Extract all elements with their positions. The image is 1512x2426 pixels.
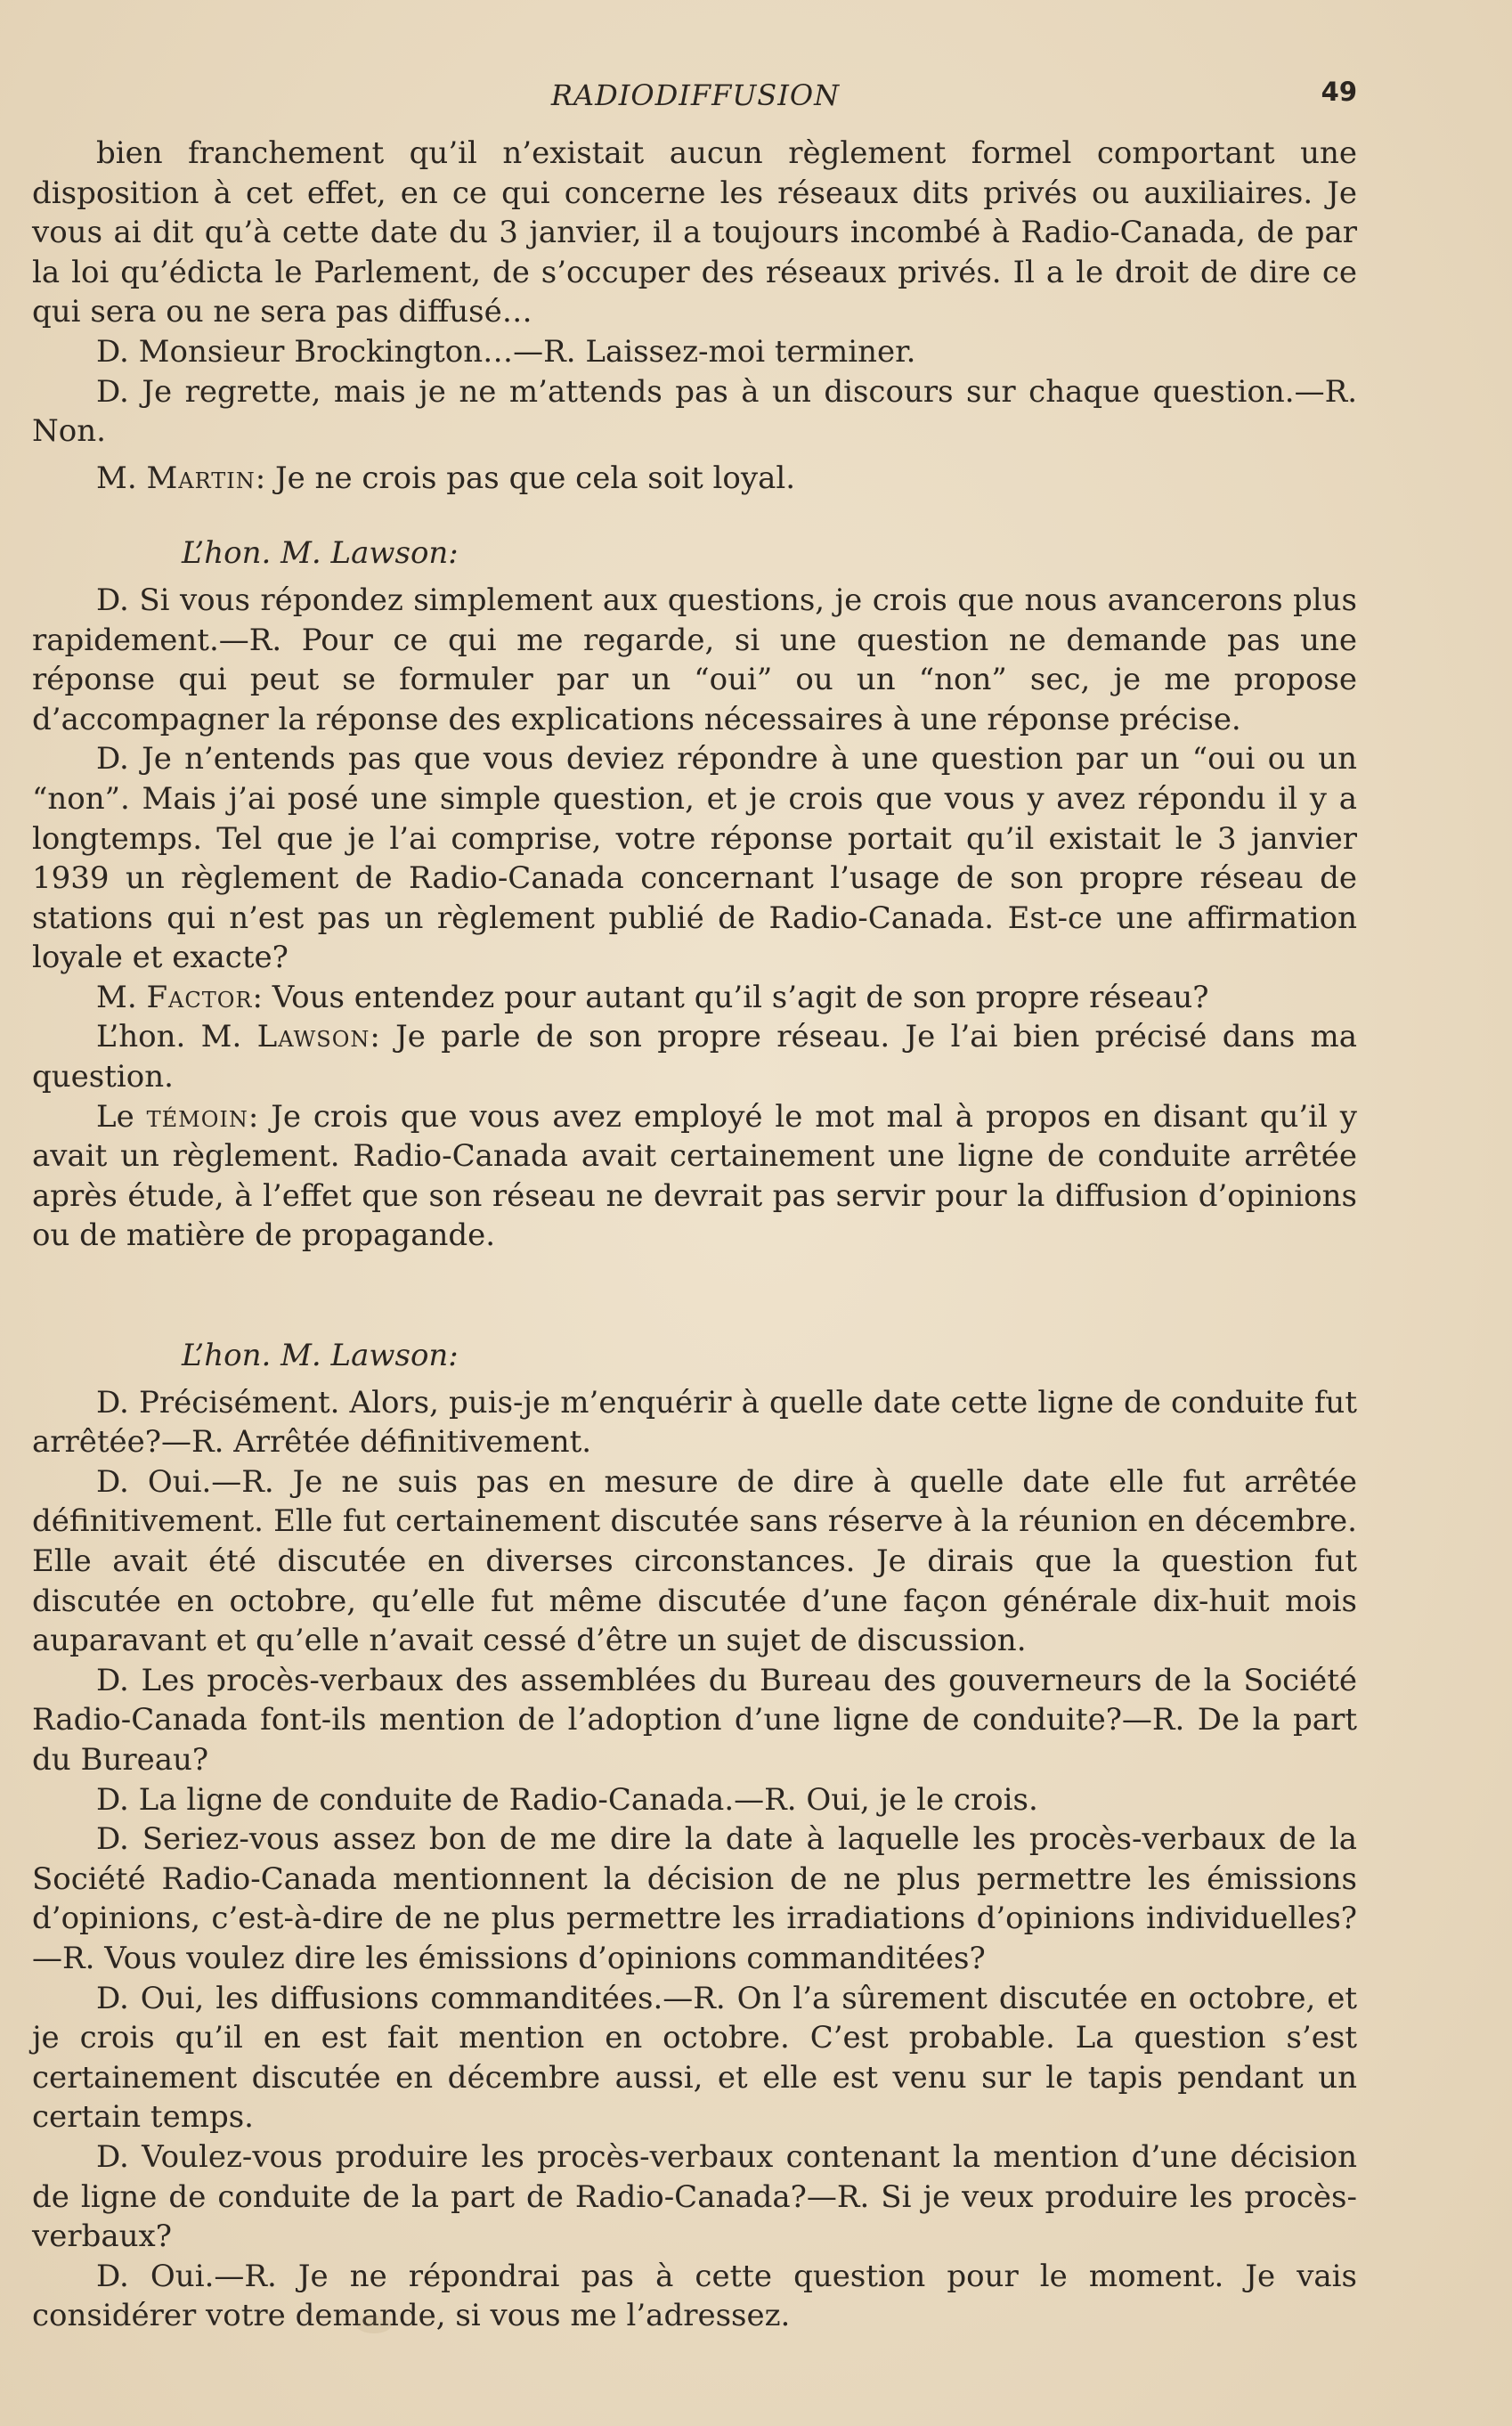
paragraph-17: D. Oui.—R. Je ne répondrai pas à cette question pour le moment. Je vais considérer votre demande, si vous me l’adressez. (32, 2258, 1357, 2334)
paragraph-1: bien franchement qu’il n’existait aucun règlement formel comportant une disposition à cet effet, en ce qui concerne les réseaux dits privés ou auxiliaires. Je vous ai dit qu’à cette date du 3 janvier, il a toujours incombé à Radio-Canada, de par la loi qu’édicta le Parlement, de s’occuper des réseaux privés. Il a le droit de dire ce qui sera ou ne sera pas diffusé… (32, 135, 1357, 330)
paragraph-6: D. Je n’entends pas que vous deviez répondre à une question par un “oui ou un “non”. Mais j’ai posé une simple question, et je crois que vous y avez répondu il y a longtemps. Tel que je l’ai comprise, votre réponse portait qu’il existait le 3 janvier 1939 un règlement de Radio-Canada concernant l’usage de son propre réseau de stations qui n’est pas un règlement publié de Radio-Canada. Est-ce une affirmation loyale et exacte? (32, 741, 1357, 976)
paragraph-14: D. Seriez-vous assez bon de me dire la date à laquelle les procès-verbaux de la Société Radio-Canada mentionnent la décision de ne plus permettre les émissions d’opinions, c’est-à-dire de ne plus permettre les irradiations d’opinions individuelles?—R. Vous voulez dire les émissions d’opinions commanditées? (32, 1821, 1357, 1976)
paragraph-4 (32, 459, 1357, 499)
running-header: RADIODIFFUSION (550, 78, 841, 112)
paragraph-11: D. Oui.—R. Je ne suis pas en mesure de dire à quelle date elle fut arrêtée définitivement. Elle fut certainement discutée sans réserve à la réunion en décembre. Elle avait été discutée en diverses circonstances. Je dirais que la question fut discutée en octobre, qu’elle fut même discutée d’une façon générale dix-huit mois auparavant et qu’elle n’avait cessé d’être un sujet de discussion. (32, 1463, 1357, 1659)
paragraph-16: D. Voulez-vous produire les procès-verbaux contenant la mention d’une décision de ligne de conduite de la part de Radio-Canada?—R. Si je veux produire les procès-verbaux? (32, 2138, 1357, 2255)
body-text (32, 134, 1357, 2336)
paragraph-15: D. Oui, les diffusions commanditées.—R. On l’a sûrement discutée en octobre, et je crois qu’il en est fait mention en octobre. C’est probable. La question s’est certainement discutée en décembre aussi, et elle est venu sur le tapis pendant un certain temps. (32, 1980, 1357, 2136)
speaker-prefix: L’hon. M. (96, 1019, 242, 1055)
speaker-text: : Je ne crois pas que cela soit loyal. (255, 460, 796, 496)
section-heading-1: L’hon. M. Lawson: (182, 535, 459, 572)
paper-stain (356, 2316, 392, 2333)
speaker-name: témoin (146, 1098, 248, 1135)
speaker-prefix: Le (96, 1098, 134, 1135)
speaker-text: : Je crois que vous avez employé le mot mal à propos en disant qu’il y avait un règlement. Radio-Canada avait certainement une ligne de conduite arrêtée après étude, à l’effet que son réseau ne devrait pas servir pour la diffusion d’opinions ou de matière de propagande. (32, 1098, 1357, 1254)
speaker-name: Lawson (256, 1019, 370, 1055)
speaker-prefix: M. (96, 979, 137, 1015)
paragraph-12: D. Les procès-verbaux des assemblées du Bureau des gouverneurs de la Société Radio-Canada font-ils mention de l’adoption d’une ligne de conduite?—R. De la part du Bureau? (32, 1662, 1357, 1778)
paragraph-10: D. Précisément. Alors, puis-je m’enquérir à quelle date cette ligne de conduite fut arrêtée?—R. Arrêtée définitivement. (32, 1384, 1357, 1461)
speaker-name: Factor (146, 979, 253, 1015)
speaker-text: : Je parle de son propre réseau. Je l’ai bien précisé dans ma question. (32, 1019, 1357, 1095)
section-heading-2: L’hon. M. Lawson: (182, 1338, 459, 1374)
paragraph-7 (32, 978, 1357, 1018)
paragraph-5: D. Si vous répondez simplement aux questions, je crois que nous avancerons plus rapidement.—R. Pour ce qui me regarde, si une question ne demande pas une réponse qui peut se formuler par un “oui” ou un “non” sec, je me propose d’accompagner la réponse des explications nécessaires à une réponse précise. (32, 582, 1357, 737)
paragraph-3: D. Je regrette, mais je ne m’attends pas à un discours sur chaque question.—R. Non. (32, 373, 1357, 450)
paragraph-2: D. Monsieur Brockington…—R. Laissez-moi terminer. (96, 333, 916, 370)
paragraph-8 (32, 1017, 1357, 1096)
paragraph-13: D. La ligne de conduite de Radio-Canada.—R. Oui, je le crois. (96, 1781, 1038, 1818)
speaker-text: : Vous entendez pour autant qu’il s’agit de son propre réseau? (252, 979, 1209, 1015)
paragraph-9 (32, 1097, 1357, 1256)
page-number: 49 (1321, 77, 1357, 107)
speaker-prefix: M. (96, 460, 137, 496)
speaker-name: Martin (146, 460, 256, 496)
